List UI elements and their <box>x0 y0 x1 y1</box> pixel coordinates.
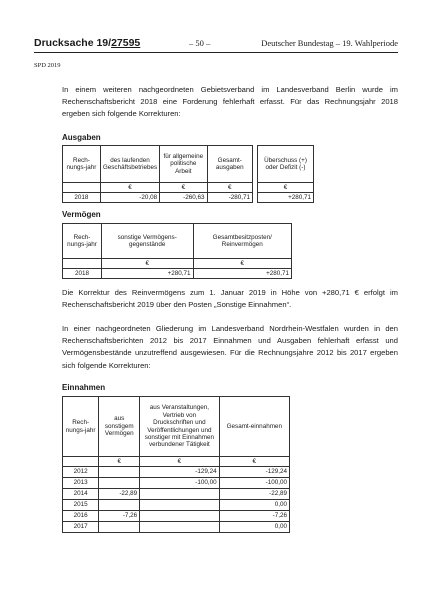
value-cell: -22,89 <box>99 489 140 500</box>
value-cell <box>140 522 219 533</box>
year-cell: 2018 <box>63 193 101 203</box>
value-cell <box>140 500 219 511</box>
table-row <box>63 269 292 279</box>
col-header-ueberschuss: Überschuss (+) oder Defizit (-) <box>258 146 314 183</box>
value-cell: +280,71 <box>193 269 291 279</box>
vermoegen-table <box>62 223 292 279</box>
year-cell: 2018 <box>63 269 102 279</box>
table-row <box>63 511 290 522</box>
einnahmen-table <box>62 396 290 533</box>
value-cell: -260,63 <box>160 193 207 203</box>
col-header-gesamt: Gesamt-ausgaben <box>207 146 252 183</box>
value-cell: +280,71 <box>101 269 193 279</box>
value-cell: -100,00 <box>140 478 219 489</box>
table-row <box>63 478 290 489</box>
col-header-reinvermoegen: Gesamtbesitzposten/ Reinvermögen <box>193 224 291 259</box>
col-header-year: Rech-nungs-jahr <box>63 397 99 457</box>
table-row <box>63 467 290 478</box>
unit-cell: € <box>258 183 314 193</box>
value-cell: -20,08 <box>100 193 159 203</box>
document-number: Drucksache 19/27595 <box>34 37 141 49</box>
col-header-year: Rech-nungs-jahr <box>63 224 102 259</box>
unit-cell: € <box>193 259 291 269</box>
col-header-year: Rech-nungs-jahr <box>63 146 101 183</box>
unit-cell: € <box>101 259 193 269</box>
col-header-politisch: für allgemeine politische Arbeit <box>160 146 207 183</box>
year-cell: 2012 <box>63 467 99 478</box>
ueberschuss-table <box>257 145 314 203</box>
unit-cell: € <box>207 183 252 193</box>
col-header-veranstaltungen: aus Veranstaltungen, Vertrieb von Druckschriften und Veröffentlichungen und sonstiger mit Einnahmen verbundener Tätigkeit <box>140 397 219 457</box>
value-cell: -7,26 <box>99 511 140 522</box>
page-number: – 50 – <box>189 38 211 48</box>
einnahmen-title: Einnahmen <box>62 383 106 392</box>
value-cell <box>99 522 140 533</box>
unit-cell: € <box>219 457 289 467</box>
table-row <box>63 193 253 203</box>
value-cell <box>99 478 140 489</box>
party-label: SPD 2019 <box>34 62 61 69</box>
year-cell: 2015 <box>63 500 99 511</box>
value-cell: 0,00 <box>219 522 289 533</box>
unit-cell <box>63 183 101 193</box>
value-cell: 0,00 <box>219 500 289 511</box>
unit-cell <box>63 457 99 467</box>
unit-cell: € <box>100 183 159 193</box>
col-header-sonstige: sonstige Vermögens-gegenstände <box>101 224 193 259</box>
value-cell <box>99 500 140 511</box>
table-row <box>63 500 290 511</box>
parliament-label: Deutscher Bundestag – 19. Wahlperiode <box>261 38 398 48</box>
value-cell: -100,00 <box>219 478 289 489</box>
col-header-vermoegen: aus sonstigem Vermögen <box>99 397 140 457</box>
value-cell <box>140 489 219 500</box>
table-row <box>63 489 290 500</box>
value-cell: -7,26 <box>219 511 289 522</box>
unit-cell: € <box>140 457 219 467</box>
col-header-laufend: des laufenden Geschäftsbetriebes <box>100 146 159 183</box>
value-cell: -280,71 <box>207 193 252 203</box>
value-cell <box>99 467 140 478</box>
paragraph-3: In einer nachgeordneten Gliederung im Landesverband Nordrhein-Westfalen wurden in den Rechenschaftsberichten 2012 bis 2017 Einnahmen und Ausgaben fehlerhaft erfasst und Vermögensbestände unzutreffend ausgewiesen. Für die Rechnungsjahre 2012 bis 2017 ergeben sich folgende Korrekturen: <box>62 324 398 370</box>
unit-cell <box>63 259 102 269</box>
paragraph-1: In einem weiteren nachgeordneten Gebietsverband im Landesverband Berlin wurde im Rechenschaftsbericht 2018 eine Forderung fehlerhaft erfasst. Für das Rechnungsjahr 2018 ergeben sich folgende Korrekturen: <box>62 85 398 119</box>
col-header-gesamt: Gesamt-einnahmen <box>219 397 289 457</box>
table-row <box>63 522 290 533</box>
value-cell: +280,71 <box>258 193 314 203</box>
value-cell: -129,24 <box>140 467 219 478</box>
year-cell: 2017 <box>63 522 99 533</box>
paragraph-2: Die Korrektur des Reinvermögens zum 1. Januar 2019 in Höhe von +280,71 € erfolgt im Rechenschaftsbericht 2019 über den Posten „Sonstige Einnahmen“. <box>62 288 398 310</box>
vermoegen-title: Vermögen <box>62 210 101 219</box>
value-cell <box>140 511 219 522</box>
value-cell: -22,89 <box>219 489 289 500</box>
page-header <box>34 37 398 51</box>
value-cell: -129,24 <box>219 467 289 478</box>
year-cell: 2016 <box>63 511 99 522</box>
year-cell: 2014 <box>63 489 99 500</box>
table-row <box>258 193 314 203</box>
unit-cell: € <box>160 183 207 193</box>
ausgaben-title: Ausgaben <box>62 133 101 142</box>
header-rule <box>34 52 398 53</box>
year-cell: 2013 <box>63 478 99 489</box>
unit-cell: € <box>99 457 140 467</box>
ausgaben-table <box>62 145 253 203</box>
